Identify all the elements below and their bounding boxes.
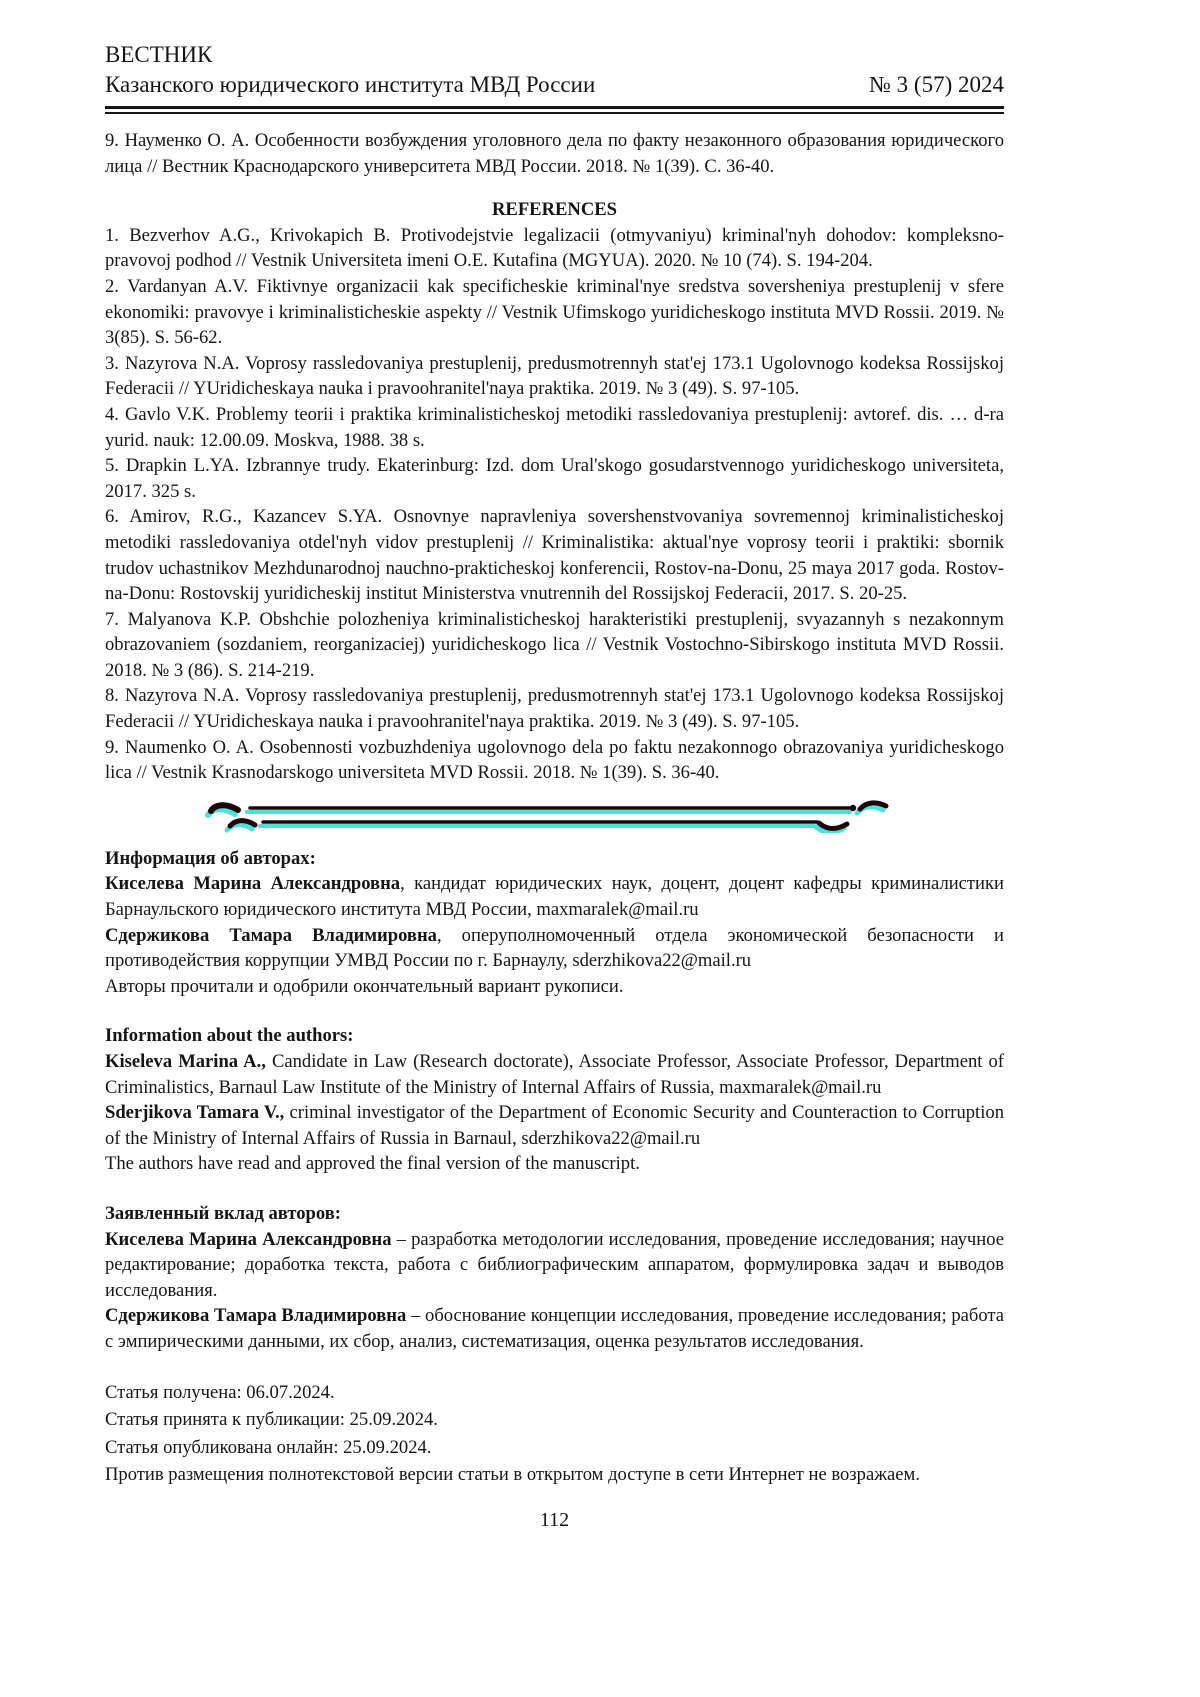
issue-number: № 3 (57) 2024 [868, 72, 1004, 97]
reference-item-9: 9. Naumenko O. A. Osobennosti vozbuzhdeniya ugolovnogo dela po faktu nezakonnogo obrazovaniya yuridicheskogo lica // Vestnik Krasnodarskogo universiteta MVD Rossii. 2018. № 1(39). S. 36-40. [105, 736, 1004, 784]
reference-item-3: 3. Nazyrova N.A. Voprosy rassledovaniya prestuplenij, predusmotrennyh stat'ej 173.1 Ugolovnogo kodeksa Rossijskoj Federacii // YUridicheskaya nauka i pravoohranitel'naya praktika. 2019. № 3 (49). S. 97-105. [105, 352, 1004, 400]
author-ru-details-2: , оперуполномоченный отдела экономической безопасности и противодействия коррупции УМВД России по г. Барнаулу, sderzhikova22@mail.ru [105, 924, 1004, 972]
author-en-entry-2 [105, 1100, 1004, 1151]
authors-contribution-section [105, 1201, 1004, 1355]
flourish-divider-icon [205, 799, 905, 833]
reference-item-7: 7. Malyanova K.P. Obshchie polozheniya kriminalisticheskoj harakteristiki prestuplenij, svyazannyh s nezakonnym obrazovaniem (sozdaniem, reorganizaciej) yuridicheskogo lica // Vestnik Vostochno-Sibirskogo instituta MVD Rossii. 2018. № 3 (86). S. 214-219. [105, 608, 1004, 681]
reference-ru-item-9: 9. Науменко О. А. Особенности возбуждения уголовного дела по факту незаконного образования юридического лица // Вестник Краснодарского университета МВД России. 2018. № 1(39). С. 36-40. [105, 130, 1004, 177]
journal-subtitle: Казанского юридического института МВД России [105, 72, 596, 97]
authors-info-en-section [105, 1023, 1004, 1177]
reference-item-1: 1. Bezverhov A.G., Krivokapich B. Protivodejstvie legalizacii (otmyvaniyu) kriminal'nyh dohodov: kompleksno-pravovoj podhod // Vestnik Universiteta imeni O.E. Kutafina (MGYUA). 2020. № 10 (74). S. 194-204. [105, 224, 1004, 272]
date-published-online: Статья опубликована онлайн: 25.09.2024. [105, 1436, 432, 1458]
authors-info-ru-section [105, 846, 1004, 1000]
author-en-details-1: Candidate in Law (Research doctorate), Associate Professor, Associate Professor, Department of Criminalistics, Barnaul Law Institute of the Ministry of Internal Affairs of Russia, maxmaralek@mail.ru [105, 1051, 1004, 1098]
author-en-name-2: Sderjikova Tamara V., [105, 1102, 285, 1124]
author-ru-name-2: Сдержикова Тамара Владимировна [105, 924, 437, 946]
journal-title: ВЕСТНИК [105, 42, 213, 67]
authors-ru-note: Авторы прочитали и одобрили окончательный вариант рукописи. [105, 975, 624, 997]
reference-item-2: 2. Vardanyan A.V. Fiktivnye organizacii kak specificheskie kriminal'nye sredstva soversheniya prestuplenij v sfere ekonomiki: pravovye i kriminalisticheskie aspekty // Vestnik Ufimskogo yuridicheskogo instituta MVD Rossii. 2019. № 3(85). S. 56-62. [105, 275, 1004, 349]
contribution-name-1: Киселева Марина Александровна [105, 1228, 392, 1250]
authors-en-heading: Information about the authors: [105, 1025, 354, 1047]
contribution-name-2: Сдержикова Тамара Владимировна [105, 1305, 407, 1327]
reference-item-6: 6. Amirov, R.G., Kazancev S.YA. Osnovnye napravleniya sovershenstvovaniya sovremennoj kriminalisticheskoj metodiki rassledovaniya otdel'nyh vidov prestuplenij // Kriminalistika: aktual'nye voprosy teorii i praktiki: sbornik trudov uchastnikov Mezhdunarodnoj nauchno-prakticheskoj konferencii, Rostov-na-Donu, 25 maya 2017 goda. Rostov-na-Donu: Rostovskij yuridicheskij institut Ministerstva vnutrennih del Rossijskoj Federacii, 2017. S. 20-25. [105, 506, 1004, 605]
references-list [105, 223, 1004, 786]
author-en-entry-1 [105, 1049, 1004, 1100]
contribution-entry-1 [105, 1227, 1004, 1304]
author-en-details-2: criminal investigator of the Department of Economic Security and Counteraction to Corruption of the Ministry of Internal Affairs of Russia in Barnaul, sderzhikova22@mail.ru [105, 1102, 1004, 1149]
contribution-heading: Заявленный вклад авторов: [105, 1202, 341, 1224]
author-ru-entry-2 [105, 923, 1004, 974]
authors-en-note: The authors have read and approved the final version of the manuscript. [105, 1153, 640, 1175]
author-en-name-1: Kiseleva Marina A., [105, 1051, 266, 1072]
contribution-entry-2 [105, 1303, 1004, 1354]
article-dates-section [105, 1379, 1004, 1489]
open-access-statement: Против размещения полнотекстовой версии статьи в открытом доступе в сети Интернет не возражаем. [105, 1464, 920, 1486]
reference-item-8: 8. Nazyrova N.A. Voprosy rassledovaniya prestuplenij, predusmotrennyh stat'ej 173.1 Ugolovnogo kodeksa Rossijskoj Federacii // YUridicheskaya nauka i pravoohranitel'naya praktika. 2019. № 3 (49). S. 97-105. [105, 685, 1004, 733]
author-ru-details-1: , кандидат юридических наук, доцент, доцент кафедры криминалистики Барнаульского юридического института МВД России, maxmaralek@mail.ru [105, 873, 1004, 921]
reference-item-4: 4. Gavlo V.K. Problemy teorii i praktika kriminalisticheskoj metodiki rassledovaniya prestuplenij: avtoref. dis. … d-ra yurid. nauk: 12.00.09. Moskva, 1988. 38 s. [105, 403, 1004, 451]
header-double-rule [105, 106, 1004, 114]
author-ru-name-1: Киселева Марина Александровна [105, 873, 401, 895]
reference-item-5: 5. Drapkin L.YA. Izbrannye trudy. Ekaterinburg: Izd. dom Ural'skogo gosudarstvennogo yuridicheskogo universiteta, 2017. 325 s. [105, 455, 1004, 502]
author-ru-entry-1 [105, 871, 1004, 922]
date-accepted: Статья принята к публикации: 25.09.2024. [105, 1409, 438, 1431]
page-header [105, 40, 1004, 114]
date-received: Статья получена: 06.07.2024. [105, 1381, 335, 1403]
section-divider-ornament [105, 799, 1004, 838]
contribution-details-1: – разработка методологии исследования, проведение исследования; научное редактирование; доработка текста, работа с библиографическим аппаратом, формулировка задач и выводов исследования. [105, 1228, 1004, 1301]
contribution-details-2: – обоснование концепции исследования, проведение исследования; работа с эмпирическими данными, их сбор, анализ, систематизация, оценка результатов исследования. [105, 1305, 1005, 1352]
authors-ru-heading: Информация об авторах: [105, 847, 316, 869]
page-number: 112 [539, 1508, 570, 1531]
references-heading: REFERENCES [491, 199, 618, 221]
